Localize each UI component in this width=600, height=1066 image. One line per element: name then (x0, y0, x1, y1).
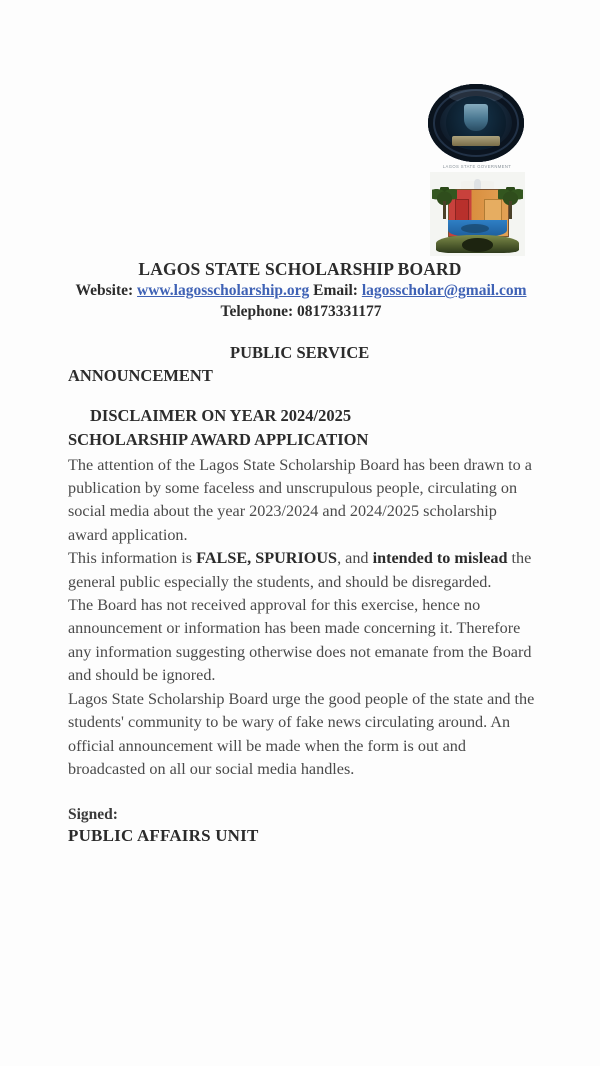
disclaimer-title-line-2: SCHOLARSHIP AWARD APPLICATION (68, 429, 369, 449)
email-address-link[interactable]: lagosscholar@gmail.com (361, 282, 527, 300)
coat-palm-left-icon (432, 187, 457, 219)
seal-base (452, 136, 500, 146)
psa-heading-line-2: ANNOUNCEMENT (68, 366, 213, 386)
disclaimer-title (68, 404, 538, 450)
lagos-state-government-seal-icon (428, 84, 524, 162)
psa-heading-line-1: PUBLIC SERVICE (230, 342, 370, 362)
palm-trunk (509, 201, 512, 220)
website-label: Website: (75, 282, 134, 300)
contact-details (68, 281, 538, 322)
paragraph-2-emphasis-false-spurious: FALSE, SPURIOUS (196, 549, 338, 568)
body-paragraph-4: Lagos State Scholarship Board urge the good people of the state and the students' community to be wary of fake news circulating around. An official announcement will be made when the form is out and broadcasted on all our social media handles. (68, 689, 535, 778)
telephone-number: 08173331177 (297, 303, 382, 320)
palm-trunk (443, 201, 446, 220)
signoff-block (68, 805, 538, 847)
paragraph-2-text-a: This information is (68, 549, 197, 568)
lagos-state-coat-of-arms-icon (430, 172, 525, 256)
telephone-label: Telephone: (220, 303, 294, 320)
seal-caption: LAGOS STATE GOVERNMENT (442, 164, 512, 169)
paragraph-2-text-b: , and (337, 549, 373, 568)
disclaimer-title-line-1: DISCLAIMER ON YEAR 2024/2025 (90, 406, 352, 426)
coat-motto-scroll (462, 238, 492, 251)
paragraph-2-emphasis-intended-to-mislead: intended to mislead (372, 549, 508, 568)
signed-label: Signed: (68, 806, 118, 824)
organization-title: LAGOS STATE SCHOLARSHIP BOARD (138, 259, 462, 279)
body-paragraph-2 (68, 547, 538, 594)
public-service-announcement-heading (68, 341, 538, 388)
paragraph-2-text-c: the general public especially the students, and should be disregarded. (68, 549, 532, 591)
body-paragraph-1: The attention of the Lagos State Scholarship Board has been drawn to a publication by some faceless and unscrupulous people, circulating on social media about the year 2023/2024 and 2024/2025 scholarship award application. (68, 455, 532, 544)
document-content (0, 258, 600, 848)
signing-unit: PUBLIC AFFAIRS UNIT (68, 826, 259, 846)
coat-palm-right-icon (498, 187, 523, 219)
body-paragraph-3: The Board has not received approval for this exercise, hence no announcement or information has been made concerning it. Therefore any information suggesting otherwise does not emanate from the Board and should be ignored. (68, 596, 532, 685)
email-label: Email: (313, 282, 358, 300)
seal-shield-icon (464, 104, 489, 131)
emblem-stack (418, 84, 536, 256)
website-url-link[interactable]: www.lagosscholarship.org (137, 282, 310, 300)
